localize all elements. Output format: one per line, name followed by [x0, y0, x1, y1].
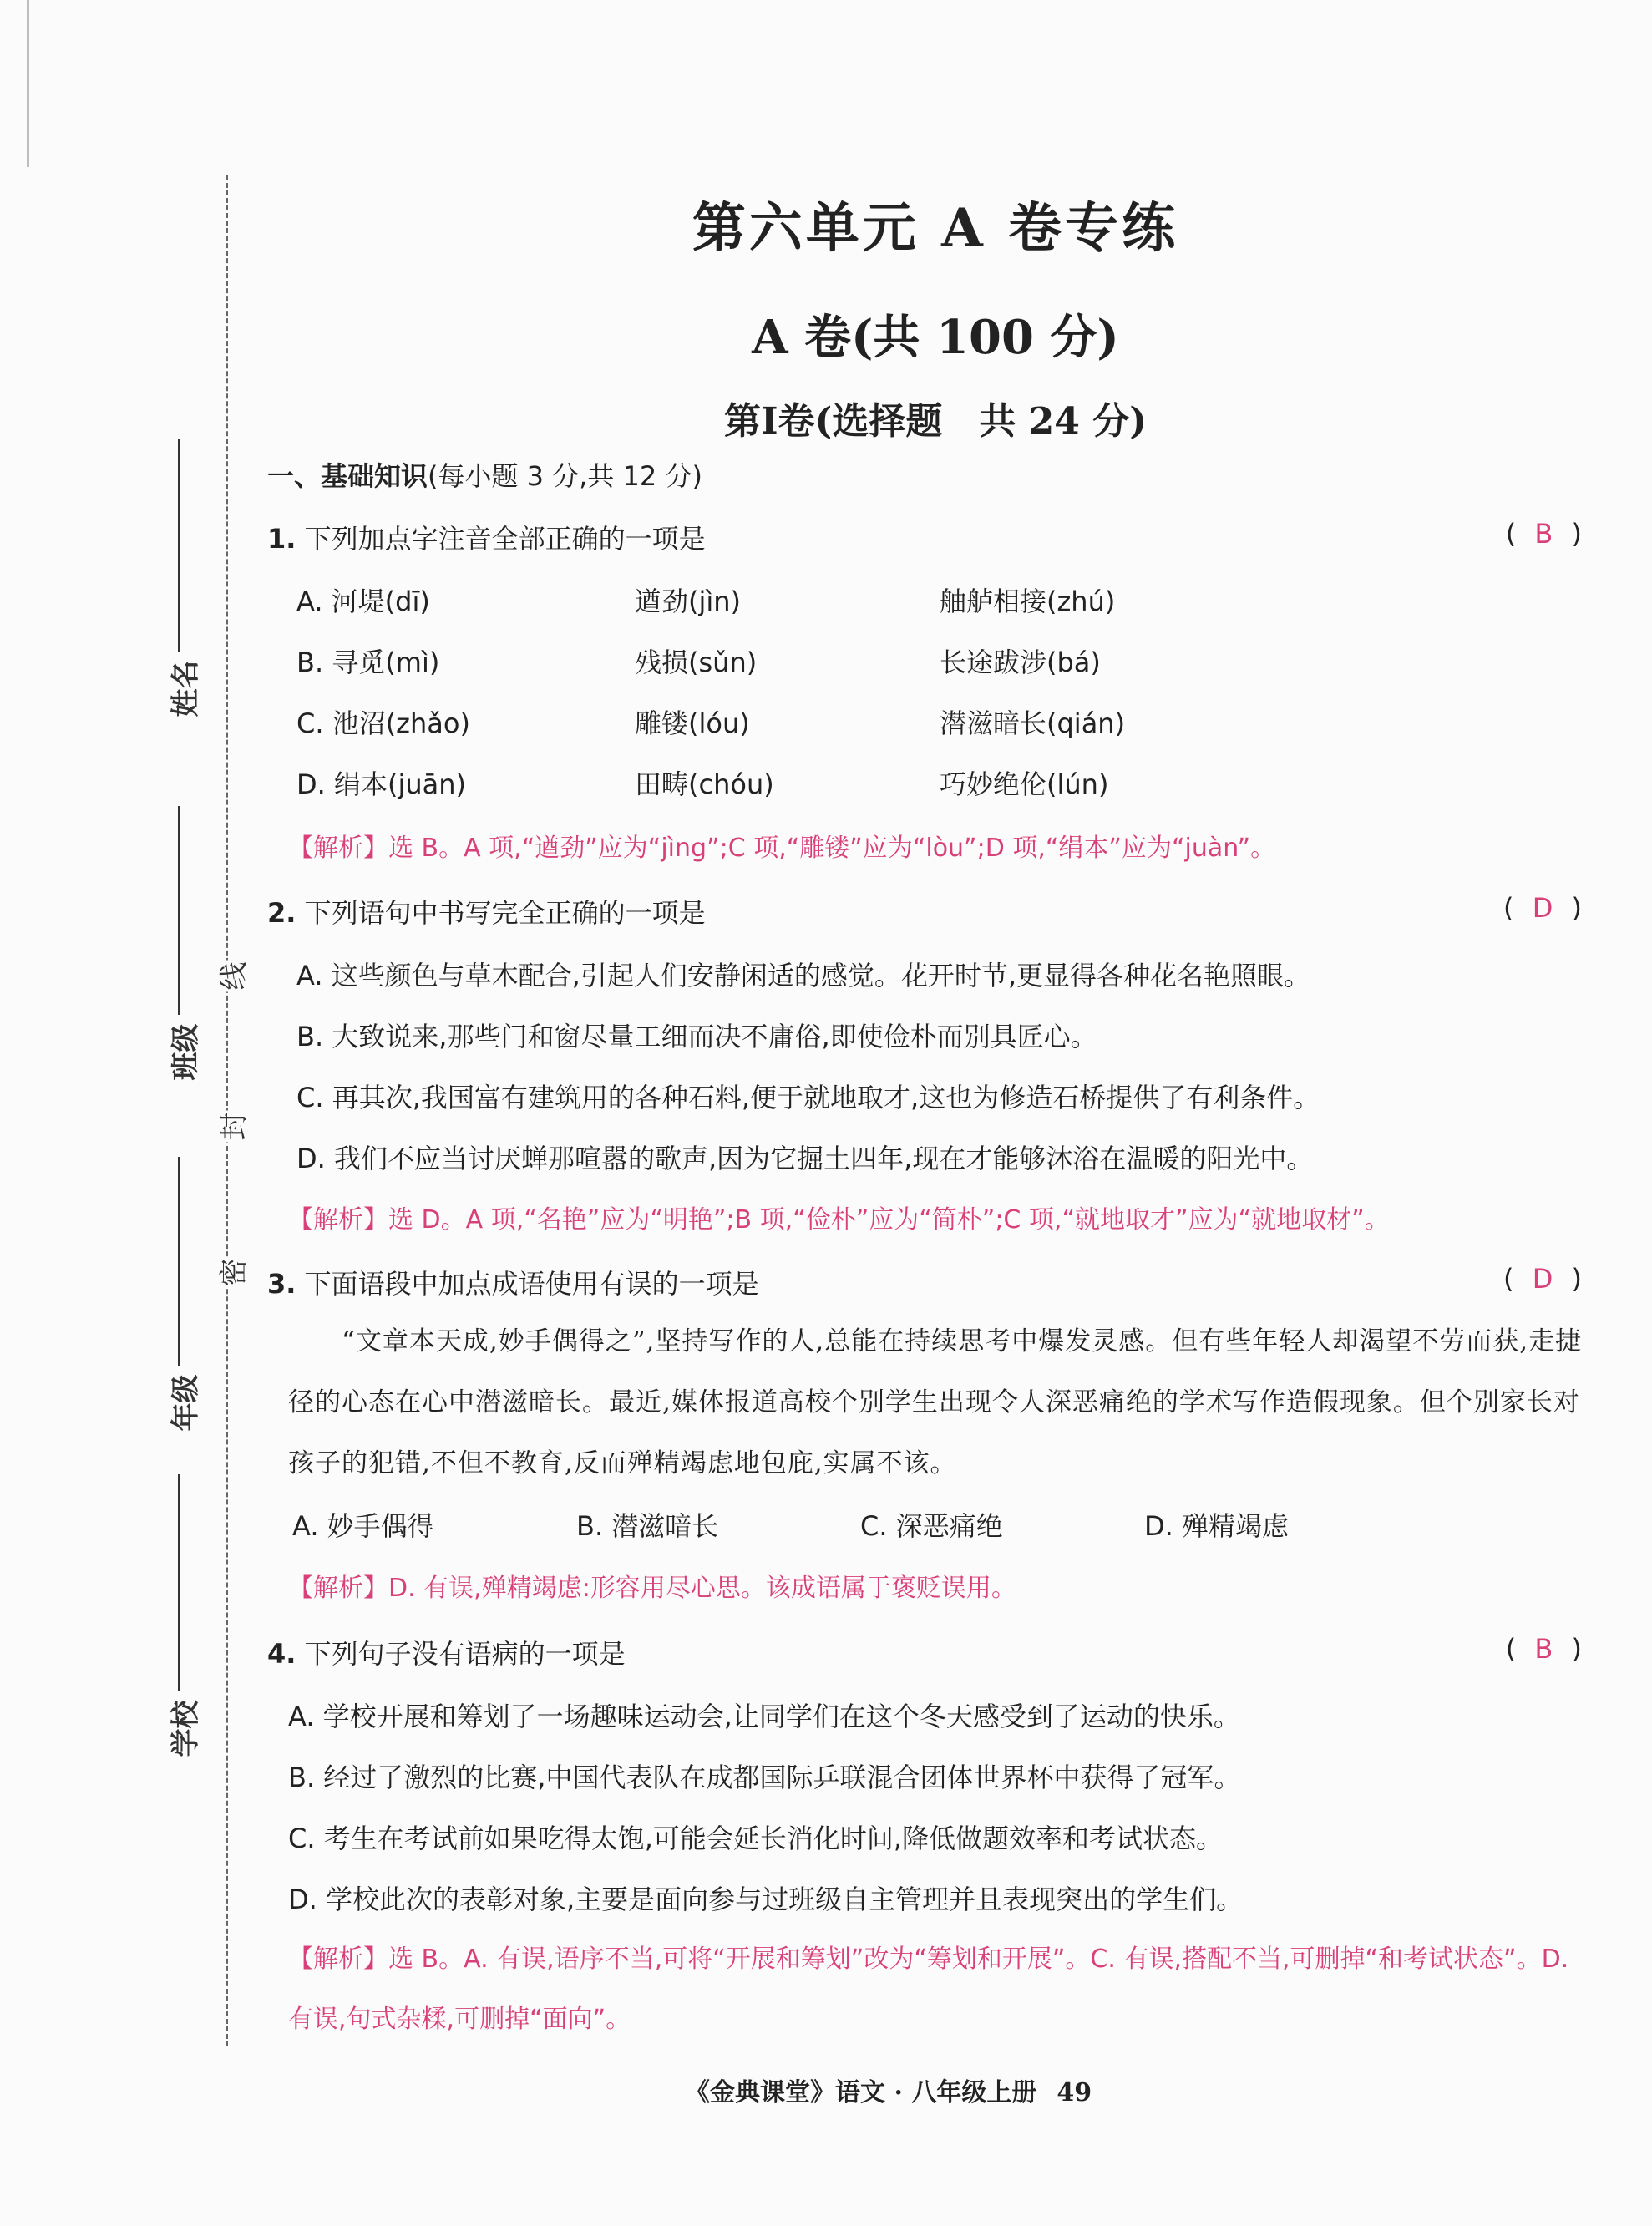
- section-heading: [267, 455, 1591, 494]
- q4-option-b: B. 经过了激烈的比赛,中国代表队在成都国际乒联混合团体世界杯中获得了冠军。: [288, 1762, 1241, 1793]
- q3-option-a: A. 妙手偶得: [292, 1510, 434, 1542]
- question-1: [267, 518, 1587, 556]
- school-blank-line: [178, 1474, 180, 1691]
- q2-option-c: C. 再其次,我国富有建筑用的各种石料,便于就地取才,这也为修造石桥提供了有利条件。: [296, 1082, 1320, 1113]
- q1-option-d-3: 巧妙绝伦(lún): [940, 768, 1109, 800]
- section-title: 一、基础知识: [267, 460, 428, 492]
- question-stem: 下列加点字注音全部正确的一项是: [304, 523, 706, 555]
- answer-bracket: ( B ): [1505, 518, 1587, 550]
- class-blank-line: [178, 806, 180, 1015]
- answer-bracket: ( B ): [1505, 1633, 1587, 1665]
- seal-word-line: 线: [208, 961, 256, 992]
- question-stem: 下面语段中加点成语使用有误的一项是: [304, 1268, 759, 1300]
- q2-option-b: B. 大致说来,那些门和窗尽量工细而决不庸俗,即使俭朴而别具匠心。: [296, 1021, 1097, 1052]
- q1-option-b-3: 长途跋涉(bá): [940, 647, 1101, 678]
- answer-letter: B: [1534, 518, 1558, 550]
- q1-option-d-2: 田畴(chóu): [635, 768, 774, 800]
- q2-option-d: D. 我们不应当讨厌蝉那喧嚣的歌声,因为它掘土四年,现在才能够沐浴在温暖的阳光中。: [296, 1143, 1314, 1174]
- seal-word-seal: 封: [208, 1111, 256, 1143]
- answer-bracket: ( D ): [1503, 1263, 1587, 1295]
- question-number: 3.: [267, 1268, 296, 1300]
- part-title: 第Ⅰ卷(选择题 共 24 分): [723, 400, 1148, 443]
- section-note: (每小题 3 分,共 12 分): [428, 460, 702, 492]
- q1-option-a-3: 舳舻相接(zhú): [940, 586, 1116, 617]
- q4-option-d: D. 学校此次的表彰对象,主要是面向参与过班级自主管理并且表现突出的学生们。: [288, 1884, 1244, 1915]
- question-4: [267, 1633, 1587, 1671]
- question-3: [267, 1263, 1587, 1301]
- margin-label-class: 班级: [169, 1023, 203, 1081]
- q3-passage: “文章本天成,妙手偶得之”,坚持写作的人,总能在持续思考中爆发灵感。但有些年轻人却渴望不劳而获,走捷径的心态在心中潜滋暗长。最近,媒体报道高校个别学生出现令人深恶痛绝的学术写作造假现象。但个别家长对孩子的犯错,不但不教育,反而殚精竭虑地包庇,实属不该。: [288, 1326, 1583, 1478]
- q4-option-c: C. 考生在考试前如果吃得太饱,可能会延长消化时间,降低做题效率和考试状态。: [288, 1823, 1224, 1854]
- question-number: 1.: [267, 523, 296, 555]
- answer-letter: B: [1534, 1633, 1558, 1665]
- question-2: [267, 892, 1587, 930]
- q1-option-c-2: 雕镂(lóu): [635, 707, 750, 739]
- q1-option-c-3: 潜滋暗长(qián): [940, 707, 1126, 739]
- q1-option-c-1: C. 池沼(zhǎo): [296, 707, 470, 739]
- q4-option-a: A. 学校开展和筹划了一场趣味运动会,让同学们在这个冬天感受到了运动的快乐。: [288, 1701, 1240, 1732]
- name-blank-line: [178, 439, 180, 652]
- page-footer: [685, 2071, 1186, 2108]
- unit-title: 第六单元 A 卷专练: [692, 197, 1179, 260]
- answer-letter: D: [1532, 1263, 1558, 1295]
- q2-option-a: A. 这些颜色与草木配合,引起人们安静闲适的感觉。花开时节,更显得各种花名艳照眼。: [296, 960, 1311, 991]
- q1-option-a-1: A. 河堤(dī): [296, 586, 430, 617]
- q4-explanation: 【解析】选 B。A. 有误,语序不当,可将“开展和筹划”改为“筹划和开展”。C. 有误,搭配不当,可删掉“和考试状态”。D. 有误,句式杂糅,可删掉“面向”。: [288, 1945, 1569, 2034]
- question-number: 4.: [267, 1638, 296, 1670]
- seal-word-secret: 密: [208, 1257, 256, 1289]
- answer-bracket: ( D ): [1503, 892, 1587, 924]
- q1-option-b-2: 残损(sǔn): [635, 647, 758, 678]
- q3-option-b: B. 潜滋暗长: [576, 1510, 719, 1542]
- q3-option-d: D. 殚精竭虑: [1144, 1510, 1289, 1542]
- page-edge-line: [27, 0, 29, 167]
- grade-blank-line: [178, 1157, 180, 1366]
- q1-option-b-1: B. 寻觅(mì): [296, 647, 440, 678]
- footer-book-title: 《金典课堂》语文 · 八年级上册: [685, 2078, 1037, 2107]
- q3-explanation: 【解析】D. 有误,殚精竭虑:形容用尽心思。该成语属于褒贬误用。: [288, 1574, 1016, 1603]
- margin-label-grade: 年级: [169, 1374, 203, 1432]
- question-number: 2.: [267, 897, 296, 929]
- q3-option-c: C. 深恶痛绝: [860, 1510, 1003, 1542]
- answer-letter: D: [1532, 892, 1558, 924]
- margin-label-name: 姓名: [169, 660, 203, 717]
- page-number: 49: [1057, 2078, 1092, 2107]
- question-stem: 下列语句中书写完全正确的一项是: [304, 897, 706, 929]
- question-stem: 下列句子没有语病的一项是: [304, 1638, 626, 1670]
- q1-option-d-1: D. 绢本(juān): [296, 768, 467, 800]
- q1-option-a-2: 遒劲(jìn): [635, 586, 742, 617]
- q2-explanation: 【解析】选 D。A 项,“名艳”应为“明艳”;B 项,“俭朴”应为“简朴”;C 项,“就地取才”应为“就地取材”。: [288, 1205, 1390, 1235]
- q1-explanation: 【解析】选 B。A 项,“遒劲”应为“jìng”;C 项,“雕镂”应为“lòu”;D 项,“绢本”应为“juàn”。: [288, 834, 1276, 863]
- margin-label-school: 学校: [169, 1700, 203, 1757]
- paper-title: A 卷(共 100 分): [752, 310, 1119, 365]
